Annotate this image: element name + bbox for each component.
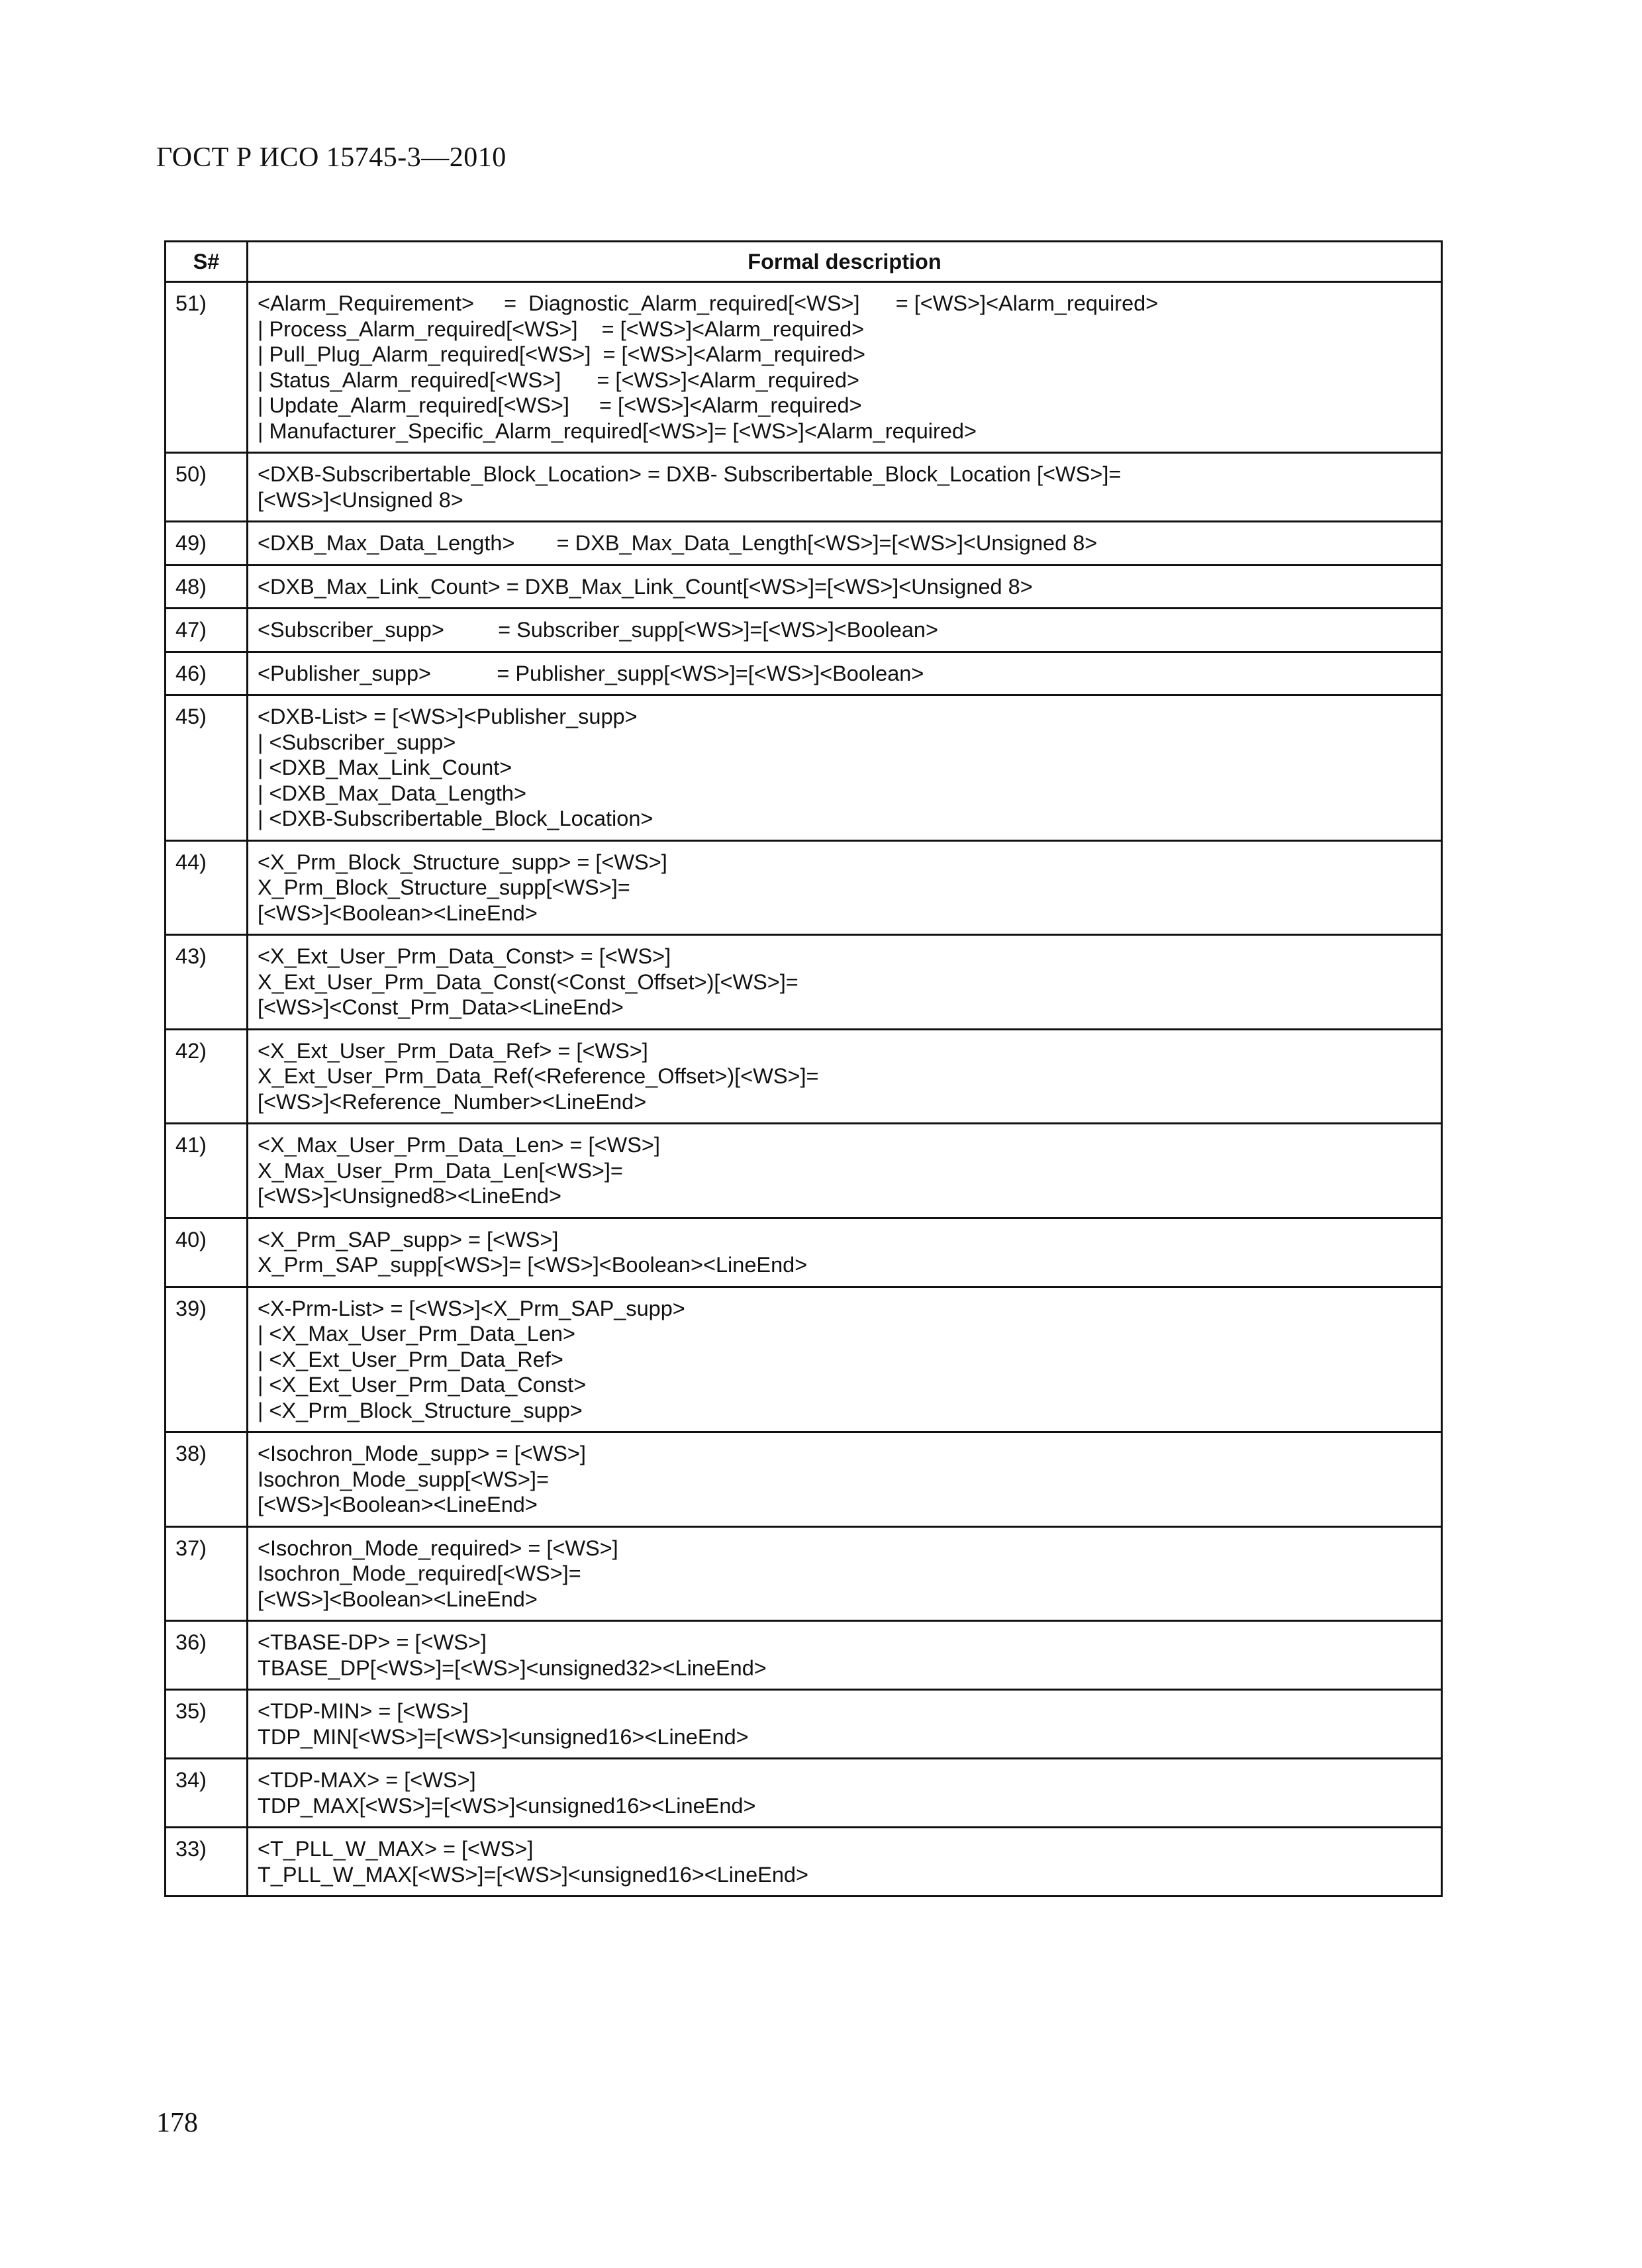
description-line: <TBASE-DP> = [<WS>]	[258, 1630, 487, 1654]
description-line: X_Ext_User_Prm_Data_Ref(<Reference_Offset>)[<WS>]=	[258, 1064, 819, 1088]
formal-description-cell	[248, 282, 1442, 453]
description-line: | Status_Alarm_required[<WS>] = [<WS>]<Alarm_required>	[258, 368, 859, 392]
description-line: [<WS>]<Boolean><LineEnd>	[258, 901, 538, 925]
formal-description-cell	[248, 1621, 1442, 1690]
formal-description-cell	[248, 695, 1442, 841]
description-line: <Publisher_supp> = Publisher_supp[<WS>]=[<WS>]<Boolean>	[258, 661, 924, 685]
table-row	[166, 565, 1442, 609]
table-row	[166, 935, 1442, 1030]
row-number: 38)	[166, 1432, 248, 1527]
description-line: TDP_MIN[<WS>]=[<WS>]<unsigned16><LineEnd>	[258, 1724, 749, 1749]
description-line: <X_Ext_User_Prm_Data_Const> = [<WS>]	[258, 944, 671, 968]
description-line: <TDP-MIN> = [<WS>]	[258, 1699, 469, 1723]
table-row	[166, 840, 1442, 935]
document-header: ГОСТ Р ИСО 15745-3—2010	[156, 142, 507, 173]
description-line: <DXB_Max_Data_Length> = DXB_Max_Data_Length[<WS>]=[<WS>]<Unsigned 8>	[258, 531, 1098, 555]
description-line: | <X_Ext_User_Prm_Data_Const>	[258, 1373, 587, 1397]
description-line: | <DXB-Subscribertable_Block_Location>	[258, 807, 653, 830]
table-row	[166, 522, 1442, 566]
row-number: 33)	[166, 1828, 248, 1897]
formal-description-cell	[248, 522, 1442, 566]
column-header-description: Formal description	[248, 242, 1442, 282]
table-row	[166, 1029, 1442, 1124]
formal-description-cell	[248, 1029, 1442, 1124]
description-line: | Process_Alarm_required[<WS>] = [<WS>]<Alarm_required>	[258, 317, 865, 341]
description-line: | <X_Max_User_Prm_Data_Len>	[258, 1322, 575, 1346]
table-row	[166, 695, 1442, 841]
table-row	[166, 1828, 1442, 1897]
column-header-number: S#	[166, 242, 248, 282]
formal-description-cell	[248, 1124, 1442, 1218]
description-line: <X_Prm_SAP_supp> = [<WS>]	[258, 1227, 559, 1252]
description-line: | Pull_Plug_Alarm_required[<WS>] = [<WS>]<Alarm_required>	[258, 342, 865, 366]
description-line: <Alarm_Requirement> = Diagnostic_Alarm_required[<WS>] = [<WS>]<Alarm_required>	[258, 291, 1159, 315]
row-number: 49)	[166, 522, 248, 566]
description-line: <Subscriber_supp> = Subscriber_supp[<WS>]=[<WS>]<Boolean>	[258, 618, 938, 642]
row-number: 34)	[166, 1759, 248, 1828]
description-line: <X_Max_User_Prm_Data_Len> = [<WS>]	[258, 1133, 660, 1157]
description-line: X_Prm_SAP_supp[<WS>]= [<WS>]<Boolean><LineEnd>	[258, 1253, 808, 1277]
row-number: 35)	[166, 1690, 248, 1759]
formal-description-cell	[248, 565, 1442, 609]
description-line: [<WS>]<Unsigned8><LineEnd>	[258, 1184, 561, 1208]
row-number: 37)	[166, 1526, 248, 1621]
description-line: X_Max_User_Prm_Data_Len[<WS>]=	[258, 1158, 623, 1183]
formal-description-table	[164, 240, 1443, 1897]
table-row	[166, 1690, 1442, 1759]
table-row	[166, 1124, 1442, 1218]
description-line: <X-Prm-List> = [<WS>]<X_Prm_SAP_supp>	[258, 1296, 685, 1320]
formal-description-cell	[248, 1690, 1442, 1759]
row-number: 40)	[166, 1218, 248, 1287]
description-line: <DXB-Subscribertable_Block_Location> = DXB- Subscribertable_Block_Location [<WS>]=	[258, 462, 1122, 486]
description-line: <T_PLL_W_MAX> = [<WS>]	[258, 1837, 534, 1861]
formal-description-cell	[248, 1432, 1442, 1527]
row-number: 50)	[166, 453, 248, 522]
description-line: Isochron_Mode_required[<WS>]=	[258, 1561, 581, 1585]
row-number: 46)	[166, 652, 248, 695]
description-line: [<WS>]<Boolean><LineEnd>	[258, 1493, 538, 1516]
row-number: 51)	[166, 282, 248, 453]
description-line: | <DXB_Max_Data_Length>	[258, 781, 526, 805]
description-line: X_Prm_Block_Structure_supp[<WS>]=	[258, 875, 630, 899]
table-row	[166, 282, 1442, 453]
table-row	[166, 1621, 1442, 1690]
description-line: | <DXB_Max_Link_Count>	[258, 756, 512, 779]
row-number: 43)	[166, 935, 248, 1030]
formal-description-cell	[248, 1218, 1442, 1287]
row-number: 36)	[166, 1621, 248, 1690]
description-line: TDP_MAX[<WS>]=[<WS>]<unsigned16><LineEnd>	[258, 1793, 756, 1818]
description-line: | <Subscriber_supp>	[258, 730, 456, 754]
page-number: 178	[156, 2108, 198, 2138]
formal-description-cell	[248, 453, 1442, 522]
description-line: TBASE_DP[<WS>]=[<WS>]<unsigned32><LineEnd>	[258, 1655, 767, 1680]
description-line: | Update_Alarm_required[<WS>] = [<WS>]<Alarm_required>	[258, 393, 862, 417]
description-line: <X_Prm_Block_Structure_supp> = [<WS>]	[258, 850, 667, 874]
description-line: <DXB-List> = [<WS>]<Publisher_supp>	[258, 705, 638, 728]
formal-description-cell	[248, 1526, 1442, 1621]
formal-description-cell	[248, 1759, 1442, 1828]
row-number: 44)	[166, 840, 248, 935]
description-line: <Isochron_Mode_supp> = [<WS>]	[258, 1442, 586, 1465]
description-line: | Manufacturer_Specific_Alarm_required[<WS>]= [<WS>]<Alarm_required>	[258, 419, 977, 443]
row-number: 41)	[166, 1124, 248, 1218]
formal-description-cell	[248, 652, 1442, 695]
row-number: 42)	[166, 1029, 248, 1124]
description-line: T_PLL_W_MAX[<WS>]=[<WS>]<unsigned16><LineEnd>	[258, 1862, 808, 1887]
table-row	[166, 1759, 1442, 1828]
description-line: | <X_Prm_Block_Structure_supp>	[258, 1398, 583, 1422]
description-line: X_Ext_User_Prm_Data_Const(<Const_Offset>)[<WS>]=	[258, 969, 798, 994]
description-line: Isochron_Mode_supp[<WS>]=	[258, 1467, 549, 1491]
description-line: [<WS>]<Boolean><LineEnd>	[258, 1587, 538, 1611]
table-body	[166, 282, 1442, 1897]
table-row	[166, 652, 1442, 695]
description-line: [<WS>]<Reference_Number><LineEnd>	[258, 1089, 647, 1114]
table-header-row	[166, 242, 1442, 282]
description-line: <Isochron_Mode_required> = [<WS>]	[258, 1536, 618, 1560]
table-row	[166, 1218, 1442, 1287]
formal-description-cell	[248, 1828, 1442, 1897]
row-number: 48)	[166, 565, 248, 609]
description-line: | <X_Ext_User_Prm_Data_Ref>	[258, 1347, 563, 1371]
table-row	[166, 1432, 1442, 1527]
table-row	[166, 453, 1442, 522]
row-number: 47)	[166, 609, 248, 652]
formal-description-cell	[248, 1287, 1442, 1432]
formal-description-cell	[248, 840, 1442, 935]
formal-description-cell	[248, 609, 1442, 652]
description-line: <X_Ext_User_Prm_Data_Ref> = [<WS>]	[258, 1038, 648, 1063]
description-line: <DXB_Max_Link_Count> = DXB_Max_Link_Count[<WS>]=[<WS>]<Unsigned 8>	[258, 574, 1033, 599]
table-row	[166, 1287, 1442, 1432]
table-row	[166, 1526, 1442, 1621]
description-line: <TDP-MAX> = [<WS>]	[258, 1768, 476, 1792]
table-row	[166, 609, 1442, 652]
description-line: [<WS>]<Unsigned 8>	[258, 487, 463, 512]
row-number: 45)	[166, 695, 248, 841]
description-line: [<WS>]<Const_Prm_Data><LineEnd>	[258, 995, 624, 1019]
formal-description-cell	[248, 935, 1442, 1030]
row-number: 39)	[166, 1287, 248, 1432]
